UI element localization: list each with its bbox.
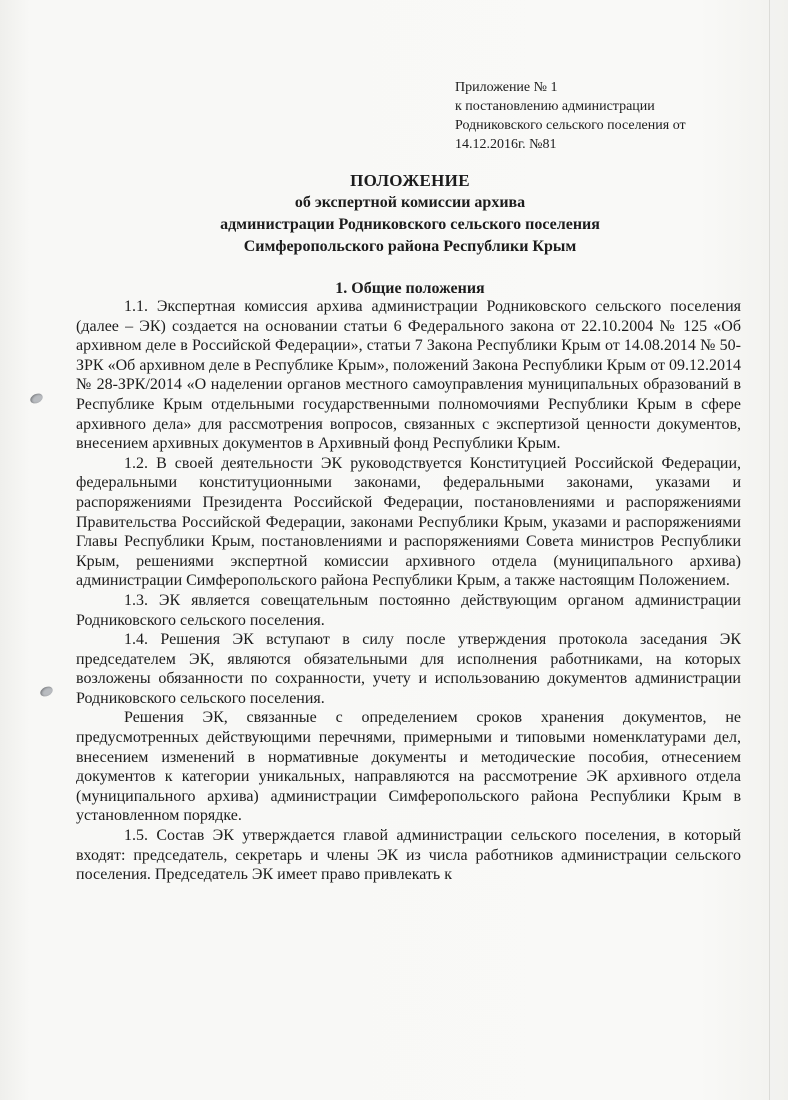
punch-hole <box>29 392 45 406</box>
appendix-line: Родниковского сельского поселения от <box>455 118 686 133</box>
paragraph: 1.5. Состав ЭК утверждается главой администрации сельского поселения, в который входят: председатель, секретарь и члены ЭК из числа работников администрации сельского поселения. Председатель ЭК имеет право привлекать к <box>76 827 741 884</box>
section-body <box>76 297 741 885</box>
appendix-header <box>455 78 775 154</box>
paper-edge <box>769 0 770 1100</box>
appendix-line: 14.12.2016г. №81 <box>455 137 557 152</box>
title-line: администрации Родниковского сельского поселения <box>220 216 600 233</box>
paragraph: Решения ЭК, связанные с определением сроков хранения документов, не предусмотренных действующими перечнями, примерными и типовыми номенклатурами дел, внесением изменений в нормативные документы и методические пособия, отнесением документов к категории уникальных, направляются на рассмотрение ЭК архивного отдела (муниципального архива) администрации Симферопольского района Республики Крым в установленном порядке. <box>76 709 741 825</box>
title-line: об экспертной комиссии архива <box>294 194 526 211</box>
appendix-line: Приложение № 1 <box>455 80 558 95</box>
paragraph: 1.3. ЭК является совещательным постоянно действующим органом администрации Родниковского сельского поселения. <box>76 591 741 629</box>
punch-hole <box>39 685 55 699</box>
paragraph: 1.4. Решения ЭК вступают в силу после утверждения протокола заседания ЭК председателем ЭК, являются обязательными для исполнения работниками, на которых возложены обязанности по сохранности, учету и использованию документов администрации Родниковского сельского поселения. <box>76 631 741 707</box>
paragraph: 1.1. Экспертная комиссия архива администрации Родниковского сельского поселения (далее – ЭК) создается на основании статьи 6 Федерального закона от 22.10.2004 № 125 «Об архивном деле в Российской Федерации», статьи 7 Закона Республики Крым от 14.08.2014 № 50-ЗРК «Об архивном деле в Республике Крым», положений Закона Республики Крым от 09.12.2014 № 28-ЗРК/2014 «О наделении органов местного самоуправления муниципальных образований в Республике Крым отдельными государственными полномочиями Республики Крым в сфере архивного дела» для рассмотрения вопросов, связанных с экспертизой ценности документов, внесением архивных документов в Архивный фонд Республики Крым. <box>76 298 741 453</box>
title-main: ПОЛОЖЕНИЕ <box>350 171 470 190</box>
paragraph: 1.2. В своей деятельности ЭК руководствуется Конституцией Российской Федерации, федеральными конституционными законами, федеральными законами, указами и распоряжениями Президента Российской Федерации, постановлениями и распоряжениями Правительства Российской Федерации, законами Республики Крым, указами и распоряжениями Главы Республики Крым, постановлениями и распоряжениями Совета министров Республики Крым, решениями экспертной комиссии архивного отдела (муниципального архива) администрации Симферопольского района Республики Крым, а также настоящим Положением. <box>76 454 741 590</box>
appendix-line: к постановлению администрации <box>455 99 655 114</box>
title-line: Симферопольского района Республики Крым <box>243 238 577 255</box>
document-title <box>80 170 740 258</box>
section-heading: 1. Общие положения <box>335 280 485 297</box>
